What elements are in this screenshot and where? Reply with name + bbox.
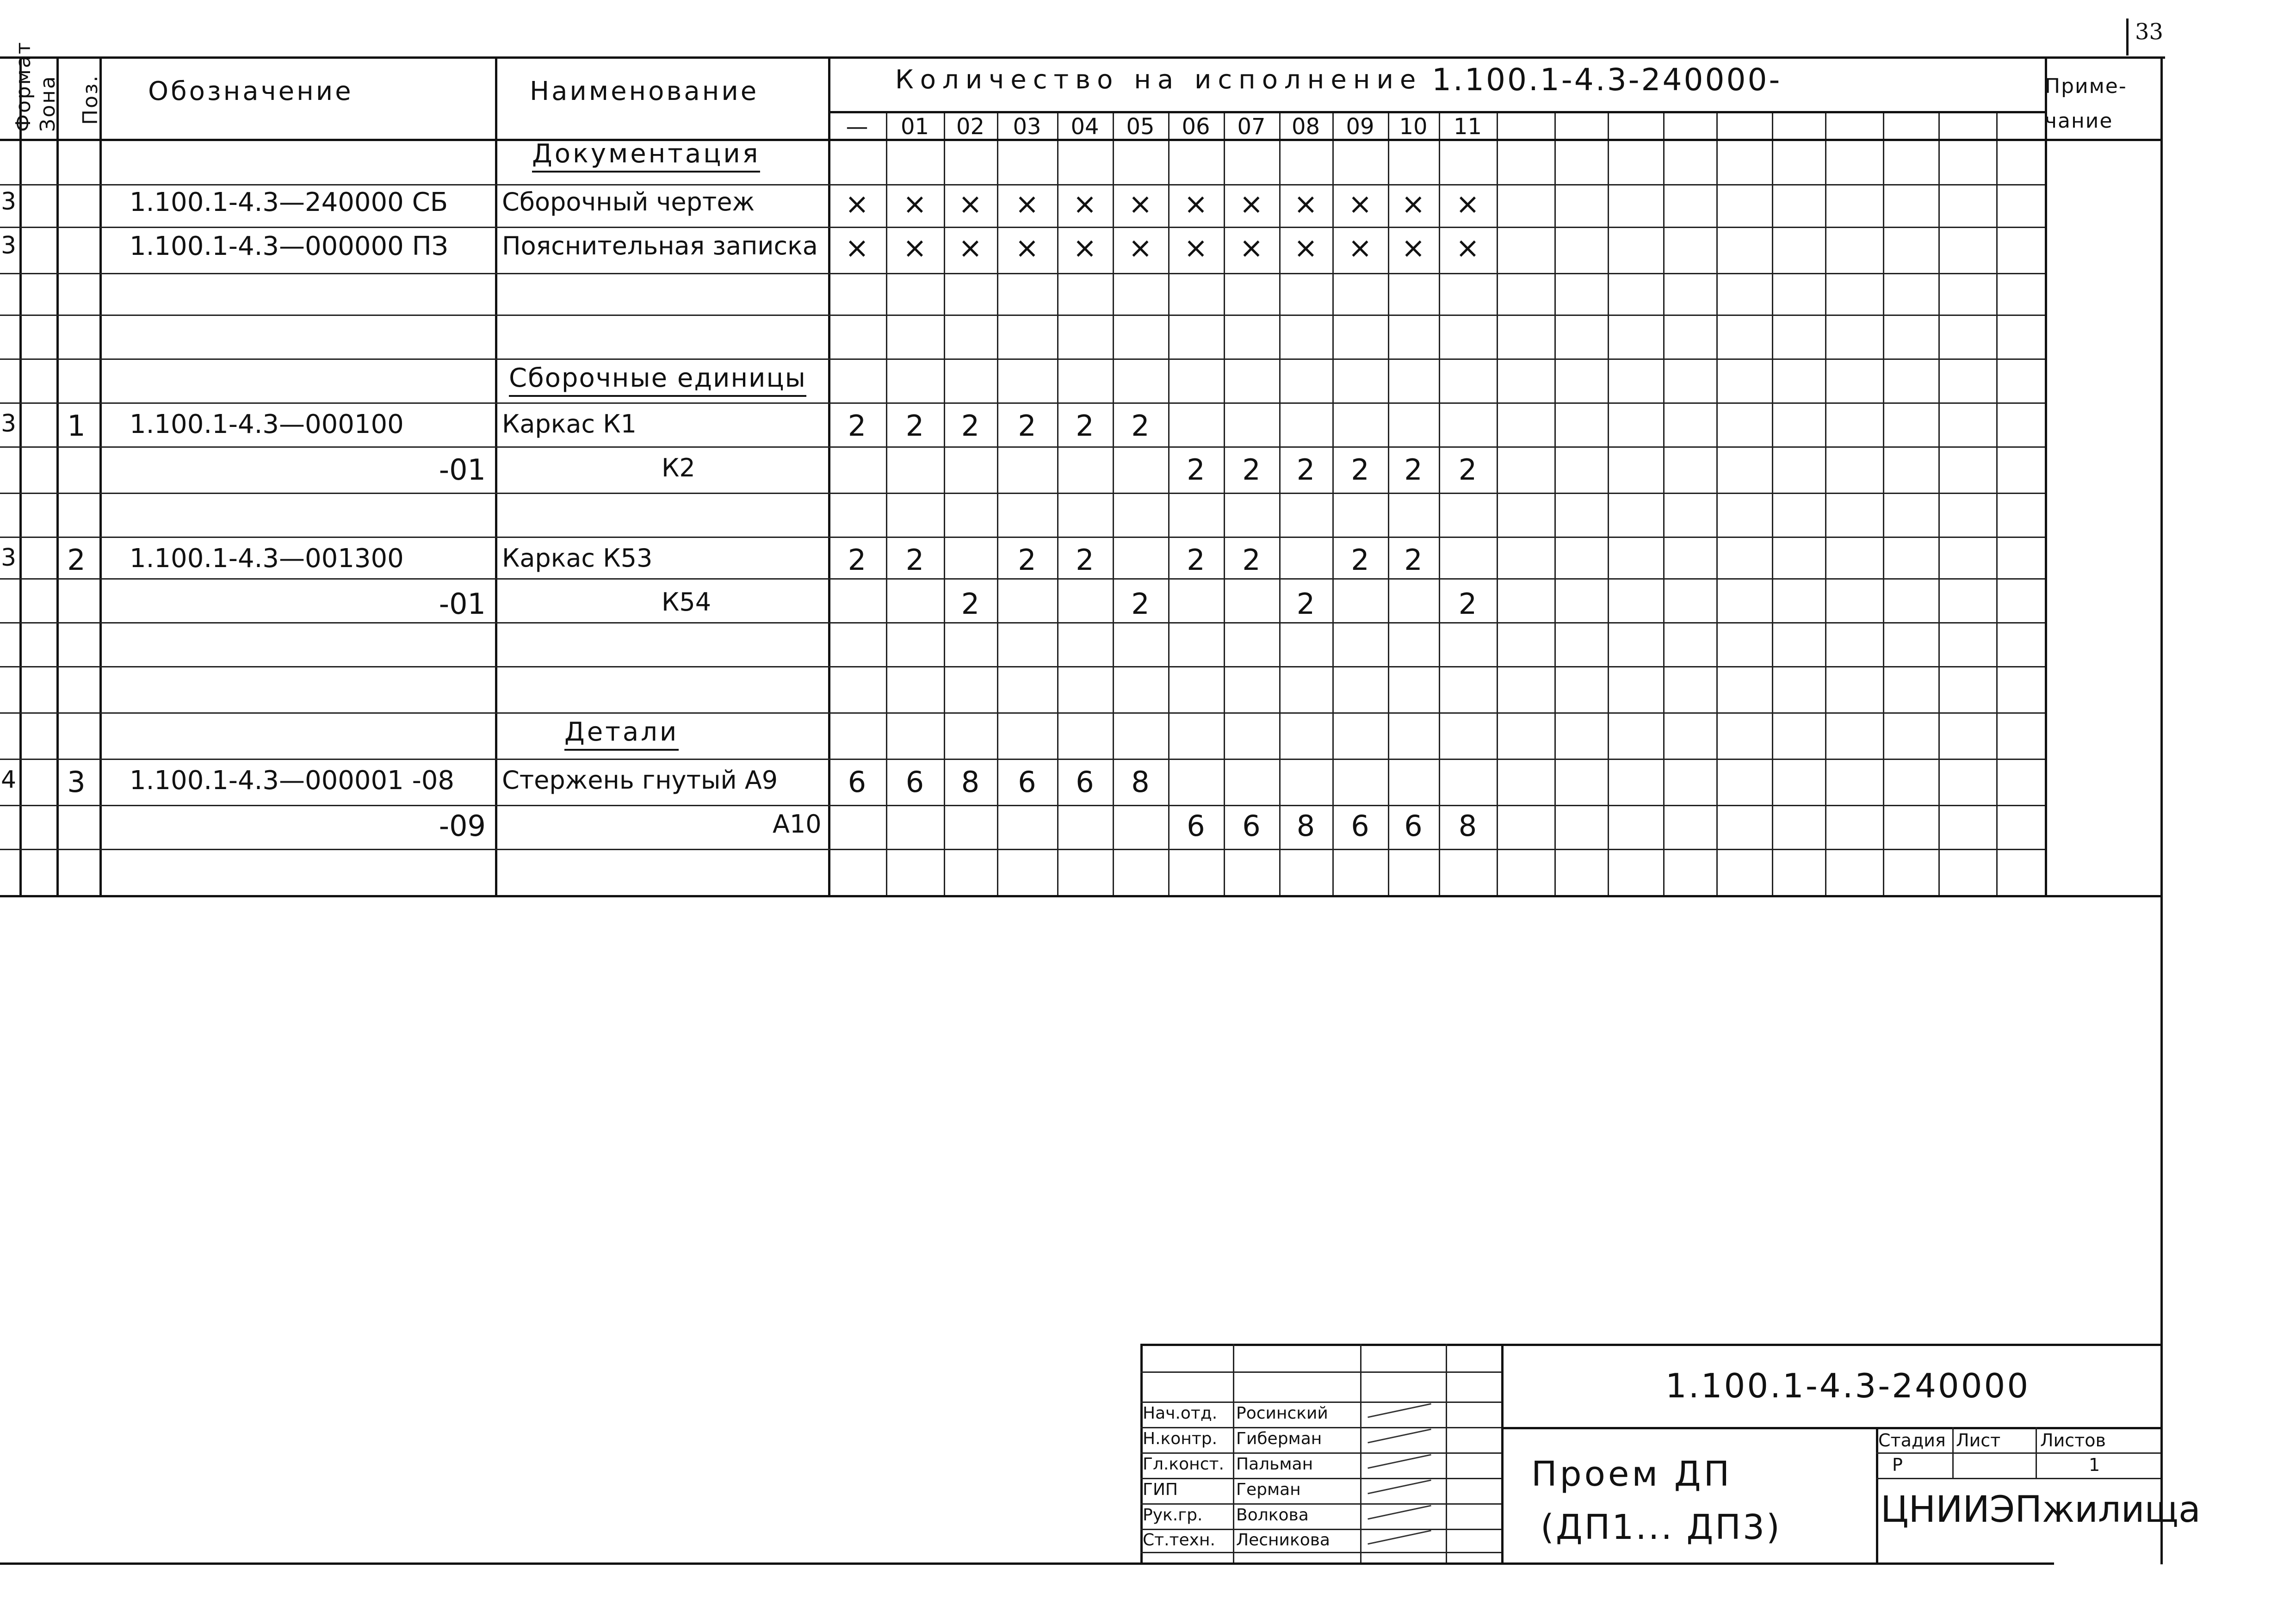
qty-cell: × (958, 187, 983, 221)
title-block-stage-label: Стадия (1878, 1430, 1946, 1451)
signature-row-divider (1140, 1452, 1501, 1454)
row-position: 2 (67, 543, 86, 577)
qty-cell: 2 (1458, 587, 1477, 621)
variant-label: 09 (1346, 114, 1374, 140)
signature-role: Н.контр. (1143, 1429, 1218, 1448)
qty-cell: × (1184, 187, 1208, 221)
qty-cell: 2 (1131, 409, 1150, 443)
qty-cell: 2 (1351, 543, 1369, 577)
frame-right-border (2160, 56, 2163, 1564)
row-designation: -01 (439, 453, 486, 487)
row-divider (0, 402, 2045, 404)
qty-column-divider (1497, 113, 1498, 895)
qty-cell: 6 (1242, 809, 1261, 843)
row-format: 4 (1, 766, 17, 794)
qty-column-divider (1938, 113, 1940, 895)
variant-label: 06 (1182, 114, 1210, 140)
row-designation: 1.100.1-4.3—000000 ПЗ (130, 231, 448, 261)
qty-cell: × (1073, 231, 1097, 265)
row-divider (0, 578, 2045, 580)
qty-column-divider (997, 113, 998, 895)
qty-column-divider (1057, 113, 1058, 895)
qty-cell: 2 (1131, 587, 1150, 621)
header-designation: Обозначение (148, 76, 353, 106)
row-designation: -09 (439, 809, 486, 843)
title-block-stage: Р (1892, 1455, 1903, 1475)
signature-row-divider (1140, 1529, 1501, 1530)
qty-cell: 8 (1296, 809, 1315, 843)
page-number: 33 (2135, 19, 2164, 45)
section-assembly-units: Сборочные единицы (509, 365, 806, 397)
row-position: 1 (67, 409, 86, 443)
qty-cell: 2 (1018, 543, 1036, 577)
signature-role: Рук.гр. (1143, 1506, 1203, 1525)
qty-cell: 2 (1296, 587, 1315, 621)
signature-row-divider (1140, 1371, 1501, 1373)
qty-cell: 8 (1458, 809, 1477, 843)
qty-column-divider (1439, 113, 1440, 895)
qty-cell: × (1239, 231, 1263, 265)
qty-cell: 2 (848, 409, 866, 443)
row-divider (0, 493, 2045, 494)
row-name: А10 (773, 809, 822, 839)
row-divider (0, 759, 2045, 760)
qty-cell: 6 (1351, 809, 1369, 843)
qty-cell: 2 (905, 543, 924, 577)
header-qty-title: Количество на исполнение (895, 65, 1423, 95)
row-name: Каркас К1 (502, 409, 637, 438)
qty-cell: 2 (1404, 453, 1423, 487)
variant-label: — (846, 114, 868, 140)
row-divider (0, 712, 2045, 714)
section-details: Детали (564, 719, 679, 751)
column-divider (56, 56, 59, 895)
row-divider (0, 273, 2045, 274)
row-divider (0, 227, 2045, 228)
row-format: 3 (1, 188, 17, 216)
qty-cell: × (1128, 231, 1152, 265)
qty-cell: × (1239, 187, 1263, 221)
header-pos: Поз. (79, 74, 102, 125)
handwritten-signature (1368, 1428, 1431, 1443)
note-column-divider (2045, 56, 2047, 895)
qty-cell: 2 (1351, 453, 1369, 487)
qty-column-divider (886, 113, 887, 895)
qty-cell: 2 (905, 409, 924, 443)
qty-cell: × (1128, 187, 1152, 221)
qty-header-divider (828, 111, 2045, 113)
variant-label: 04 (1071, 114, 1099, 140)
qty-cell: 6 (848, 765, 866, 799)
header-format: Формат (12, 41, 35, 132)
signature-name: Лесникова (1236, 1531, 1330, 1550)
qty-cell: × (1455, 231, 1480, 265)
qty-cell: 2 (1187, 543, 1205, 577)
qty-cell: 2 (961, 409, 980, 443)
handwritten-signature (1368, 1530, 1431, 1544)
qty-cell: × (1401, 231, 1425, 265)
row-designation: 1.100.1-4.3—001300 (130, 543, 404, 574)
signature-name: Пальман (1236, 1455, 1313, 1474)
qty-cell: × (845, 187, 869, 221)
qty-cell: × (1348, 231, 1372, 265)
title-block-doc-code: 1.100.1-4.3-240000 (1665, 1366, 2030, 1405)
title-block-title-1: Проем ДП (1531, 1454, 1733, 1494)
row-format: 3 (1, 410, 17, 438)
row-name: Сборочный чертеж (502, 187, 755, 216)
qty-cell: × (903, 231, 927, 265)
signature-row-divider (1140, 1503, 1501, 1505)
qty-column-divider (1996, 113, 1998, 895)
signature-row-divider (1140, 1478, 1501, 1479)
qty-cell: 6 (1187, 809, 1205, 843)
qty-column-divider (1554, 113, 1556, 895)
title-block-stage-col (1876, 1427, 1878, 1562)
qty-column-divider (1825, 113, 1826, 895)
row-designation: 1.100.1-4.3—000100 (130, 409, 404, 439)
column-divider (99, 56, 102, 895)
row-designation: 1.100.1-4.3—240000 СБ (130, 187, 448, 217)
qty-cell: × (1455, 187, 1480, 221)
variant-label: 02 (956, 114, 985, 140)
title-block-title-2: (ДП1... ДП3) (1541, 1507, 1782, 1547)
qty-cell: 6 (905, 765, 924, 799)
qty-cell: × (903, 187, 927, 221)
title-block-sheets-label: Листов (2040, 1430, 2106, 1451)
row-format: 3 (1, 544, 17, 572)
qty-cell: 2 (1076, 409, 1094, 443)
signature-name: Герман (1236, 1480, 1301, 1499)
row-divider (0, 537, 2045, 538)
qty-cell: × (1015, 231, 1039, 265)
qty-cell: 6 (1076, 765, 1094, 799)
signature-name: Волкова (1236, 1506, 1309, 1525)
column-divider (19, 56, 22, 895)
qty-cell: 2 (1458, 453, 1477, 487)
qty-cell: × (1293, 231, 1318, 265)
qty-column-divider (1772, 113, 1773, 895)
qty-cell: 2 (1242, 453, 1261, 487)
header-zone: Зона (36, 75, 60, 132)
variant-label: 03 (1013, 114, 1041, 140)
row-designation: 1.100.1-4.3—000001 -08 (130, 766, 455, 796)
column-divider (495, 56, 497, 895)
header-name: Наименование (530, 76, 759, 106)
row-divider (0, 849, 2045, 850)
title-block-organization: ЦНИИЭПжилища (1881, 1489, 2201, 1531)
qty-cell: × (1401, 187, 1425, 221)
title-block-sheet-label: Лист (1956, 1430, 2001, 1451)
variant-label: 01 (900, 114, 929, 140)
qty-column-divider (1388, 113, 1389, 895)
qty-column-divider (1279, 113, 1281, 895)
qty-cell: 6 (1018, 765, 1036, 799)
signature-row-divider (1140, 1427, 1501, 1428)
title-block-mid (1501, 1344, 1504, 1562)
row-designation: -01 (439, 587, 486, 621)
qty-cell: 2 (1404, 543, 1423, 577)
signature-row-divider (1140, 1402, 1501, 1403)
row-name: К54 (662, 587, 712, 617)
row-format: 3 (1, 232, 17, 259)
qty-cell: × (958, 231, 983, 265)
page-number-tick (2126, 19, 2129, 56)
row-name: Пояснительная записка (502, 231, 818, 260)
header-note-1: Приме- (2045, 74, 2127, 98)
qty-column-divider (944, 113, 945, 895)
handwritten-signature (1368, 1403, 1431, 1418)
qty-cell: 2 (1296, 453, 1315, 487)
qty-column-divider (1716, 113, 1718, 895)
qty-column-divider (1608, 113, 1609, 895)
row-name: К2 (662, 453, 695, 482)
qty-cell: 8 (961, 765, 980, 799)
variant-label: 10 (1399, 114, 1428, 140)
handwritten-signature (1368, 1454, 1431, 1469)
column-divider (828, 56, 830, 895)
row-divider (0, 315, 2045, 316)
row-name: Каркас К53 (502, 543, 653, 573)
qty-column-divider (1224, 113, 1225, 895)
table-bottom-border (0, 895, 2160, 897)
variant-label: 11 (1453, 114, 1482, 140)
qty-cell: 8 (1131, 765, 1150, 799)
qty-cell: × (1073, 187, 1097, 221)
row-divider (0, 446, 2045, 448)
signature-role: Гл.конст. (1143, 1455, 1224, 1474)
row-name: Стержень гнутый А9 (502, 766, 778, 795)
row-divider (0, 666, 2045, 667)
qty-cell: 2 (1242, 543, 1261, 577)
title-block-sheets: 1 (2089, 1455, 2100, 1475)
qty-cell: 6 (1404, 809, 1423, 843)
qty-cell: 2 (1076, 543, 1094, 577)
signature-name: Гиберман (1236, 1429, 1322, 1448)
header-note-2: чание (2045, 109, 2113, 133)
qty-column-divider (1332, 113, 1334, 895)
signature-role: Ст.техн. (1143, 1531, 1215, 1550)
qty-cell: × (1348, 187, 1372, 221)
signature-role: ГИП (1143, 1480, 1178, 1499)
signature-role: Нач.отд. (1143, 1404, 1218, 1423)
row-divider (0, 184, 2045, 185)
title-block-top (1140, 1344, 2160, 1346)
row-position: 3 (67, 765, 86, 799)
table-top-border (0, 56, 2165, 59)
row-divider (0, 622, 2045, 624)
frame-bottom-border (0, 1562, 2054, 1565)
qty-cell: × (1293, 187, 1318, 221)
handwritten-signature (1368, 1505, 1431, 1519)
qty-cell: 2 (1187, 453, 1205, 487)
qty-column-divider (1168, 113, 1170, 895)
row-divider (0, 805, 2045, 806)
signature-name: Росинский (1236, 1404, 1328, 1423)
section-documentation: Документация (532, 141, 760, 173)
handwritten-signature (1368, 1479, 1431, 1494)
variant-label: 07 (1237, 114, 1266, 140)
qty-column-divider (1113, 113, 1114, 895)
qty-cell: × (1184, 231, 1208, 265)
title-block-org-row (1876, 1478, 2160, 1479)
row-divider (0, 358, 2045, 360)
qty-column-divider (1663, 113, 1665, 895)
qty-cell: 2 (1018, 409, 1036, 443)
header-qty-base: 1.100.1-4.3-240000- (1432, 62, 1782, 98)
variant-label: 05 (1126, 114, 1155, 140)
qty-column-divider (1883, 113, 1884, 895)
signature-row-divider (1140, 1552, 1501, 1553)
title-block-stage-row (1876, 1452, 2160, 1454)
qty-cell: 2 (848, 543, 866, 577)
variant-label: 08 (1291, 114, 1320, 140)
qty-cell: 2 (961, 587, 980, 621)
title-block-split (1501, 1427, 2160, 1429)
qty-cell: × (845, 231, 869, 265)
qty-cell: × (1015, 187, 1039, 221)
